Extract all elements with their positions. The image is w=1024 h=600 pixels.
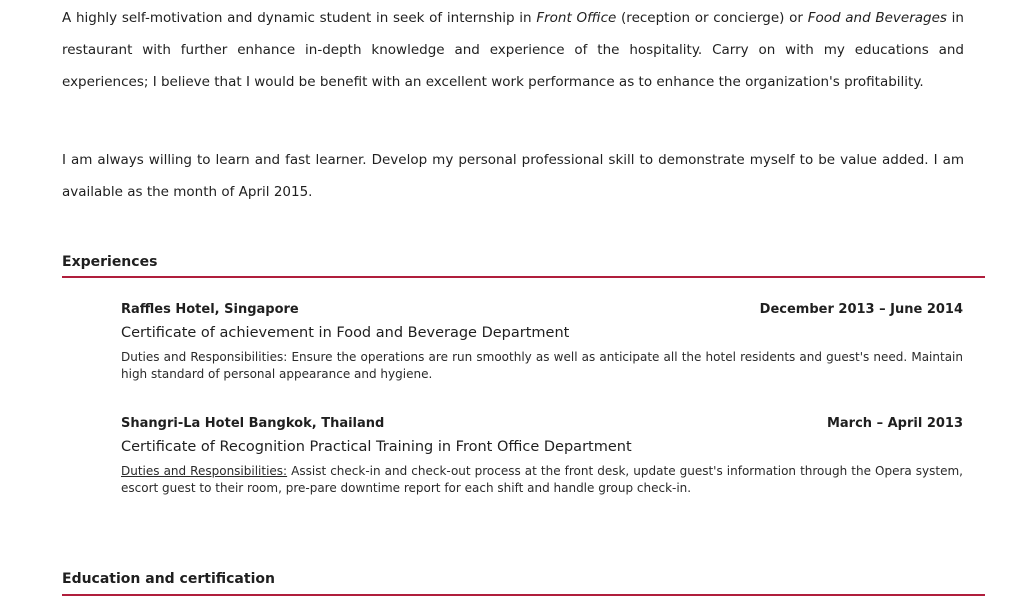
job-duties (121, 463, 963, 497)
objective-text-c: in restaurant with further enhance in-depth knowledge and experience of the hospitality. Carry on with my educations and experiences; I believe that I would be benefit with an excellent work performance as to enhance the organization's profitability. (62, 10, 964, 90)
job-employer: Shangri-La Hotel Bangkok, Thailand (121, 416, 385, 431)
experiences-divider (62, 276, 985, 278)
job-duties (121, 349, 963, 383)
education-divider (62, 594, 985, 596)
experiences-heading: Experiences (62, 254, 158, 270)
job-entry (121, 416, 963, 497)
objective-text-a: A highly self-motivation and dynamic student in seek of internship in (62, 10, 537, 26)
job-header (121, 416, 963, 431)
job-employer: Raffles Hotel, Singapore (121, 302, 299, 317)
duties-label: Duties and Responsibilities: (121, 464, 288, 478)
job-dates: March – April 2013 (826, 416, 963, 431)
objective-text-b: (reception or concierge) or (616, 10, 808, 26)
duties-label: Duties and Responsibilities: (121, 350, 288, 364)
front-office-emphasis: Front Office (536, 10, 617, 26)
job-header (121, 302, 963, 317)
job-certificate: Certificate of Recognition Practical Training in Front Office Department (121, 439, 632, 455)
job-dates: December 2013 – June 2014 (759, 302, 963, 317)
job-certificate: Certificate of achievement in Food and Beverage Department (121, 325, 570, 341)
duties-text: Assist check-in and check-out process at the front desk, update guest's information through the Opera system, escort guest to their room, pre-pare downtime report for each shift and handle group check-in. (121, 464, 963, 495)
objective-paragraph-2: I am always willing to learn and fast learner. Develop my personal professional skill to demonstrate myself to be value added. I am available as the month of April 2015. (62, 152, 964, 200)
job-entry (121, 302, 963, 383)
education-heading: Education and certification (62, 571, 275, 587)
duties-text: Ensure the operations are run smoothly as well as anticipate all the hotel residents and guest's need. Maintain high standard of personal appearance and hygiene. (121, 350, 963, 381)
objective-paragraph-1 (62, 2, 964, 98)
food-beverages-emphasis: Food and Beverages (807, 10, 947, 26)
